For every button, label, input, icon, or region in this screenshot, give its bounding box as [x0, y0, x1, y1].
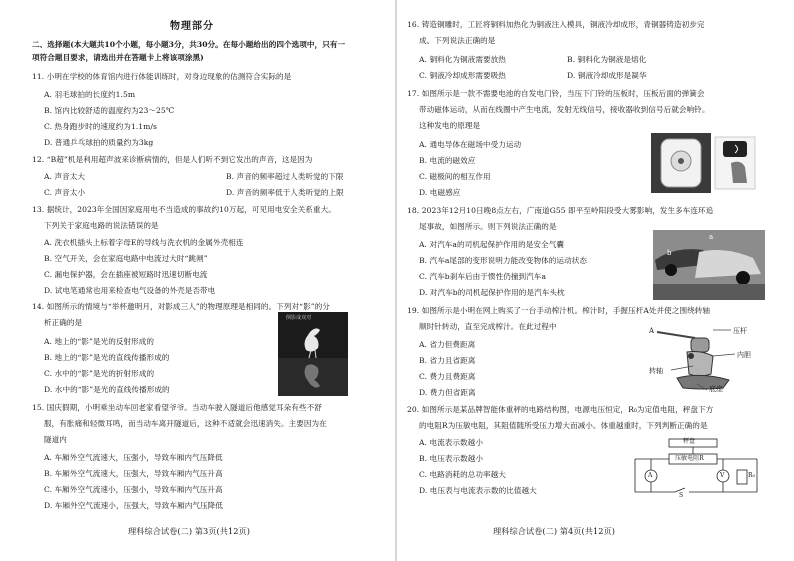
q17-option-b: B. 电流的磁效应 — [419, 156, 476, 165]
q17-doorbell-figure — [651, 133, 761, 193]
q19-option-c: C. 费力且费距离 — [419, 372, 476, 381]
doorbell-icon — [651, 133, 761, 193]
q20-label-scale-pan: 秤盘 — [683, 438, 696, 445]
q19-label-base: 底座 — [709, 385, 724, 393]
q20-stem-line2: 的电阻R为压敏电阻，其阻值随所受压力增大而减小。体重越重时，下列判断正确的是 — [419, 421, 708, 430]
q15-stem-line1: 15. 国庆假期，小明乘坐动车回老家看望爷爷。当动车驶入隧道后他感觉耳朵有些不舒 — [32, 403, 322, 412]
q18-option-b: B. 汽车a尾部的变形说明力能改变物体的运动状态 — [419, 256, 588, 265]
page-4-footer: 理科综合试卷(二) 第4页(共12页) — [493, 526, 616, 536]
q13-option-a: A. 洗衣机插头上标着字母E的导线与洗衣机的金属外壳相连 — [44, 238, 244, 247]
q19-option-d: D. 费力但省距离 — [419, 388, 476, 397]
q20-circuit-diagram — [625, 434, 767, 500]
q16-option-b: B. 铜料化为铜液是熔化 — [567, 55, 647, 64]
q18-car-crash-photo — [653, 230, 765, 300]
q19-stem-line2: 顺时针转动，直至完成榨汁。在此过程中 — [419, 322, 557, 331]
q19-label-A: A — [649, 327, 655, 335]
q14-option-d: D. 水中的“影”是光的直线传播形成的 — [44, 385, 170, 394]
section-instruction-line1: 二、选择题(本大题共10个小题，每小题3分，共30分。在每小题给出的四个选项中，只有一 — [32, 40, 346, 49]
page-3 — [0, 0, 395, 561]
q17-stem-line2: 带动磁体运动，从而在线圈中产生电流，发射无线信号，接收器收到信号后就会响铃。 — [419, 105, 710, 114]
q18-label-b: b — [667, 249, 672, 257]
q18-option-d: D. 对汽车b的司机起保护作用的是汽车头枕 — [419, 288, 565, 297]
egret-icon — [278, 312, 348, 396]
q11-option-d: D. 普通乒乓球拍的质量约为3kg — [44, 138, 154, 147]
q14-option-a: A. 地上的“影”是光的反射形成的 — [44, 337, 155, 346]
q20-label-voltmeter: V — [720, 472, 725, 479]
q16-stem-line1: 16. 铸造铜雕时，工匠将铜料加热化为铜液注入模具，铜液冷却成形，青铜器铸造初步完 — [407, 20, 705, 29]
q17-option-a: A. 通电导体在磁场中受力运动 — [419, 140, 522, 149]
q15-stem-line3: 隧道内 — [44, 435, 67, 444]
q19-label-press-rod: 压杆 — [733, 327, 748, 335]
q20-label-pressure-resistor: 压敏电阻R — [675, 455, 704, 462]
q15-stem-line2: 服，有胀痛和轻微耳鸣，而当动车离开隧道后，这种不适就会迅速消失。主要因为在 — [44, 419, 327, 428]
q14-stem-line1: 14. 如图所示的情境与“举杯邀明月，对影成三人”的物理原理是相同的。下列对“影”的分 — [32, 302, 330, 311]
q17-option-c: C. 磁极间的相互作用 — [419, 172, 491, 181]
q15-option-b: B. 车厢外空气流速大，压强大，导致车厢内气压升高 — [44, 469, 223, 478]
q20-stem-line1: 20. 如图所示是某品牌智能体重秤的电路结构图，电源电压恒定，R₀为定值电阻，秤盘下方 — [407, 405, 714, 414]
q15-option-d: D. 车厢外空气流速小，压强大，导致车厢内气压降低 — [44, 501, 223, 510]
q15-option-a: A. 车厢外空气流速大，压强小，导致车厢内气压降低 — [44, 453, 223, 462]
q18-stem-line2: 尾事故，如图所示。则下列说法正确的是 — [419, 222, 557, 231]
section-title: 物理部分 — [170, 21, 214, 32]
q11-option-c: C. 热身跑步时的速度约为1.1m/s — [44, 122, 157, 131]
q12-option-d: D. 声音的频率低于人类听觉的上限 — [226, 188, 344, 197]
q20-label-switch: S — [679, 492, 684, 499]
q12-option-a: A. 声音太大 — [44, 172, 86, 181]
q12-option-c: C. 声音太小 — [44, 188, 86, 197]
q16-stem-line2: 成。下列说法正确的是 — [419, 36, 496, 45]
page-3-footer: 理科综合试卷(二) 第3页(共12页) — [128, 526, 251, 536]
q11-option-a: A. 羽毛球拍的长度约1.5m — [44, 90, 136, 99]
q20-option-b: B. 电压表示数越小 — [419, 454, 484, 463]
juicer-icon — [647, 326, 767, 394]
q16-option-a: A. 铜料化为铜液需要放热 — [419, 55, 506, 64]
q18-option-a: A. 对汽车a的司机起保护作用的是安全气囊 — [419, 240, 564, 249]
q13-stem-line1: 13. 据统计，2023年全国因家庭用电不当造成的事故约10万起，可见用电安全关系重大。 — [32, 205, 336, 214]
q11-option-b: B. 馆内比较舒适的温度约为23～25℃ — [44, 106, 175, 115]
q11-stem: 11. 小明在学校的体育馆内进行体能训练时，对身边现象的估测符合实际的是 — [32, 72, 292, 81]
circuit-icon — [625, 434, 767, 500]
q18-stem-line1: 18. 2023年12月10日晚8点左右，广南道G55 即平至岭阳段受大雾影响，发生多车连环追 — [407, 206, 714, 215]
q14-egret-reflection-photo — [278, 312, 348, 396]
q20-option-a: A. 电流表示数越小 — [419, 438, 483, 447]
q13-stem-line2: 下列关于家庭电路的说法错误的是 — [44, 221, 159, 230]
q14-stem-line2: 析正确的是 — [44, 318, 83, 327]
q12-stem: 12. “B超”机是利用超声波来诊断病情的，但是人们听不到它发出的声音，这是因为 — [32, 155, 313, 164]
page-4 — [397, 0, 794, 561]
q19-label-shaft: 转轴 — [649, 367, 664, 375]
q17-stem-line1: 17. 如图所示是一款不需要电池的自发电门铃，当压下门铃的压板时，压板后面的弹簧会 — [407, 89, 705, 98]
q13-option-b: B. 空气开关，会在家庭电路中电流过大时“跳闸” — [44, 254, 208, 263]
q17-option-d: D. 电磁感应 — [419, 188, 461, 197]
q16-option-c: C. 铜液冷却成形需要吸热 — [419, 71, 506, 80]
q12-option-b: B. 声音的频率超过人类听觉的下限 — [226, 172, 344, 181]
q15-option-c: C. 车厢外空气流速小，压强小，导致车厢内气压升高 — [44, 485, 223, 494]
q14-option-c: C. 水中的“影”是光的折射形成的 — [44, 369, 155, 378]
q18-label-a: a — [709, 233, 714, 241]
q19-stem-line1: 19. 如图所示是小明在网上购买了一台手动榨汁机。榨汁时，手握压杆A处并使之围绕转轴 — [407, 306, 711, 315]
q19-option-b: B. 省力且省距离 — [419, 356, 476, 365]
q19-juicer-figure — [647, 326, 767, 394]
q13-option-c: C. 漏电保护器，会在插座被短路时迅速切断电流 — [44, 270, 208, 279]
q14-option-b: B. 地上的“影”是光的直线传播形成的 — [44, 353, 170, 362]
section-instruction-line2: 项符合题目要求，请选出并在答题卡上将该项涂黑) — [32, 53, 204, 62]
q16-option-d: D. 铜液冷却成形是凝华 — [567, 71, 647, 80]
q13-option-d: D. 试电笔通常也用来检查电气设备的外壳是否带电 — [44, 286, 216, 295]
q20-option-c: C. 电路消耗的总功率越大 — [419, 470, 506, 479]
q14-photo-caption: 倒影成双对 — [286, 315, 312, 321]
q20-label-ammeter: A — [648, 472, 653, 479]
q20-option-d: D. 电压表与电流表示数的比值越大 — [419, 486, 537, 495]
q19-option-a: A. 省力但费距离 — [419, 340, 476, 349]
q17-stem-line3: 这种发电的原理是 — [419, 121, 481, 130]
q18-option-c: C. 汽车b刹车后由于惯性仍撞到汽车a — [419, 272, 547, 281]
q20-label-r0: R₀ — [748, 472, 756, 479]
q19-label-inner-tank: 内胆 — [737, 351, 752, 359]
